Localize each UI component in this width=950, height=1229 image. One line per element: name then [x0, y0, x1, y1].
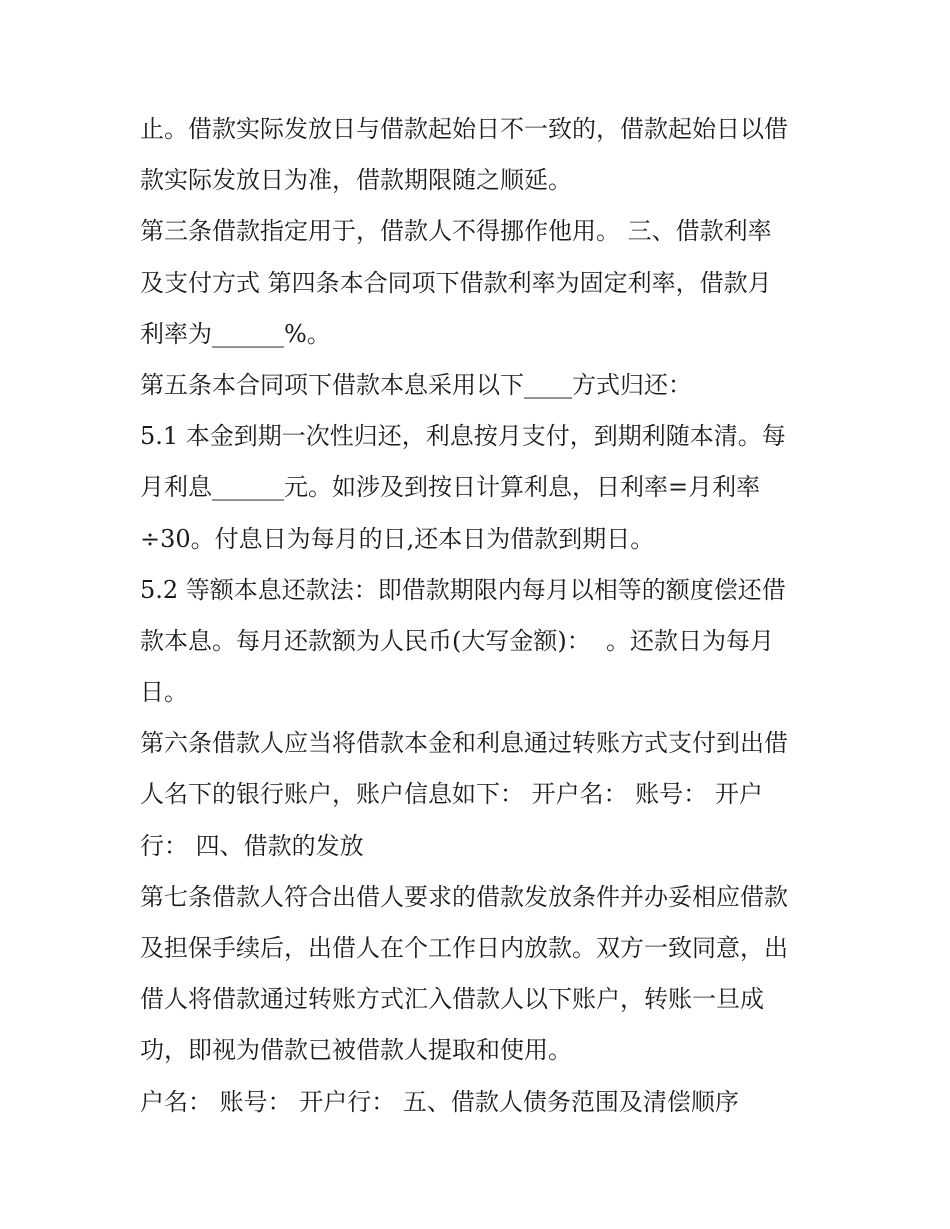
contract-body-text: [140, 104, 820, 1128]
text-line: 人名下的银行账户，账户信息如下： 开户名： 账号： 开户: [140, 780, 763, 809]
text-line: 户名： 账号： 开户行： 五、借款人债务范围及清偿顺序: [140, 1087, 739, 1116]
text-line: 款实际发放日为准，借款期限随之顺延。: [140, 166, 572, 195]
text-line: 借人将借款通过转账方式汇入借款人以下账户，转账一旦成: [140, 985, 764, 1014]
text-line: 月利息______元。如涉及到按日计算利息，日利率=月利率: [140, 473, 761, 502]
text-line: 5.2 等额本息还款法：即借款期限内每月以相等的额度偿还借: [140, 575, 786, 604]
text-line: 功，即视为借款已被借款人提取和使用。: [140, 1036, 572, 1065]
text-line: 第七条借款人符合出借人要求的借款发放条件并办妥相应借款: [140, 882, 788, 911]
text-line: 5.1 本金到期一次性归还，利息按月支付，到期利随本清。每: [140, 422, 786, 451]
text-line: ÷30。付息日为每月的日,还本日为借款到期日。: [140, 524, 655, 553]
text-line: 及担保手续后，出借人在个工作日内放款。双方一致同意，出: [140, 934, 788, 962]
text-line: 止。借款实际发放日与借款起始日不一致的，借款起始日以借: [140, 115, 788, 143]
text-line: 第六条借款人应当将借款本金和利息通过转账方式支付到出借: [140, 729, 788, 758]
text-line: 行： 四、借款的发放: [140, 831, 364, 860]
text-line: 第三条借款指定用于，借款人不得挪作他用。 三、借款利率: [140, 217, 772, 246]
text-line: 及支付方式 第四条本合同项下借款利率为固定利率，借款月: [140, 268, 772, 297]
text-line: 日。: [140, 678, 188, 707]
text-line: 第五条本合同项下借款本息采用以下____方式归还：: [140, 370, 692, 399]
text-line: 利率为______%。: [140, 319, 331, 348]
text-line: 款本息。每月还款额为人民币(大写金额)： 。还款日为每月: [140, 626, 774, 655]
